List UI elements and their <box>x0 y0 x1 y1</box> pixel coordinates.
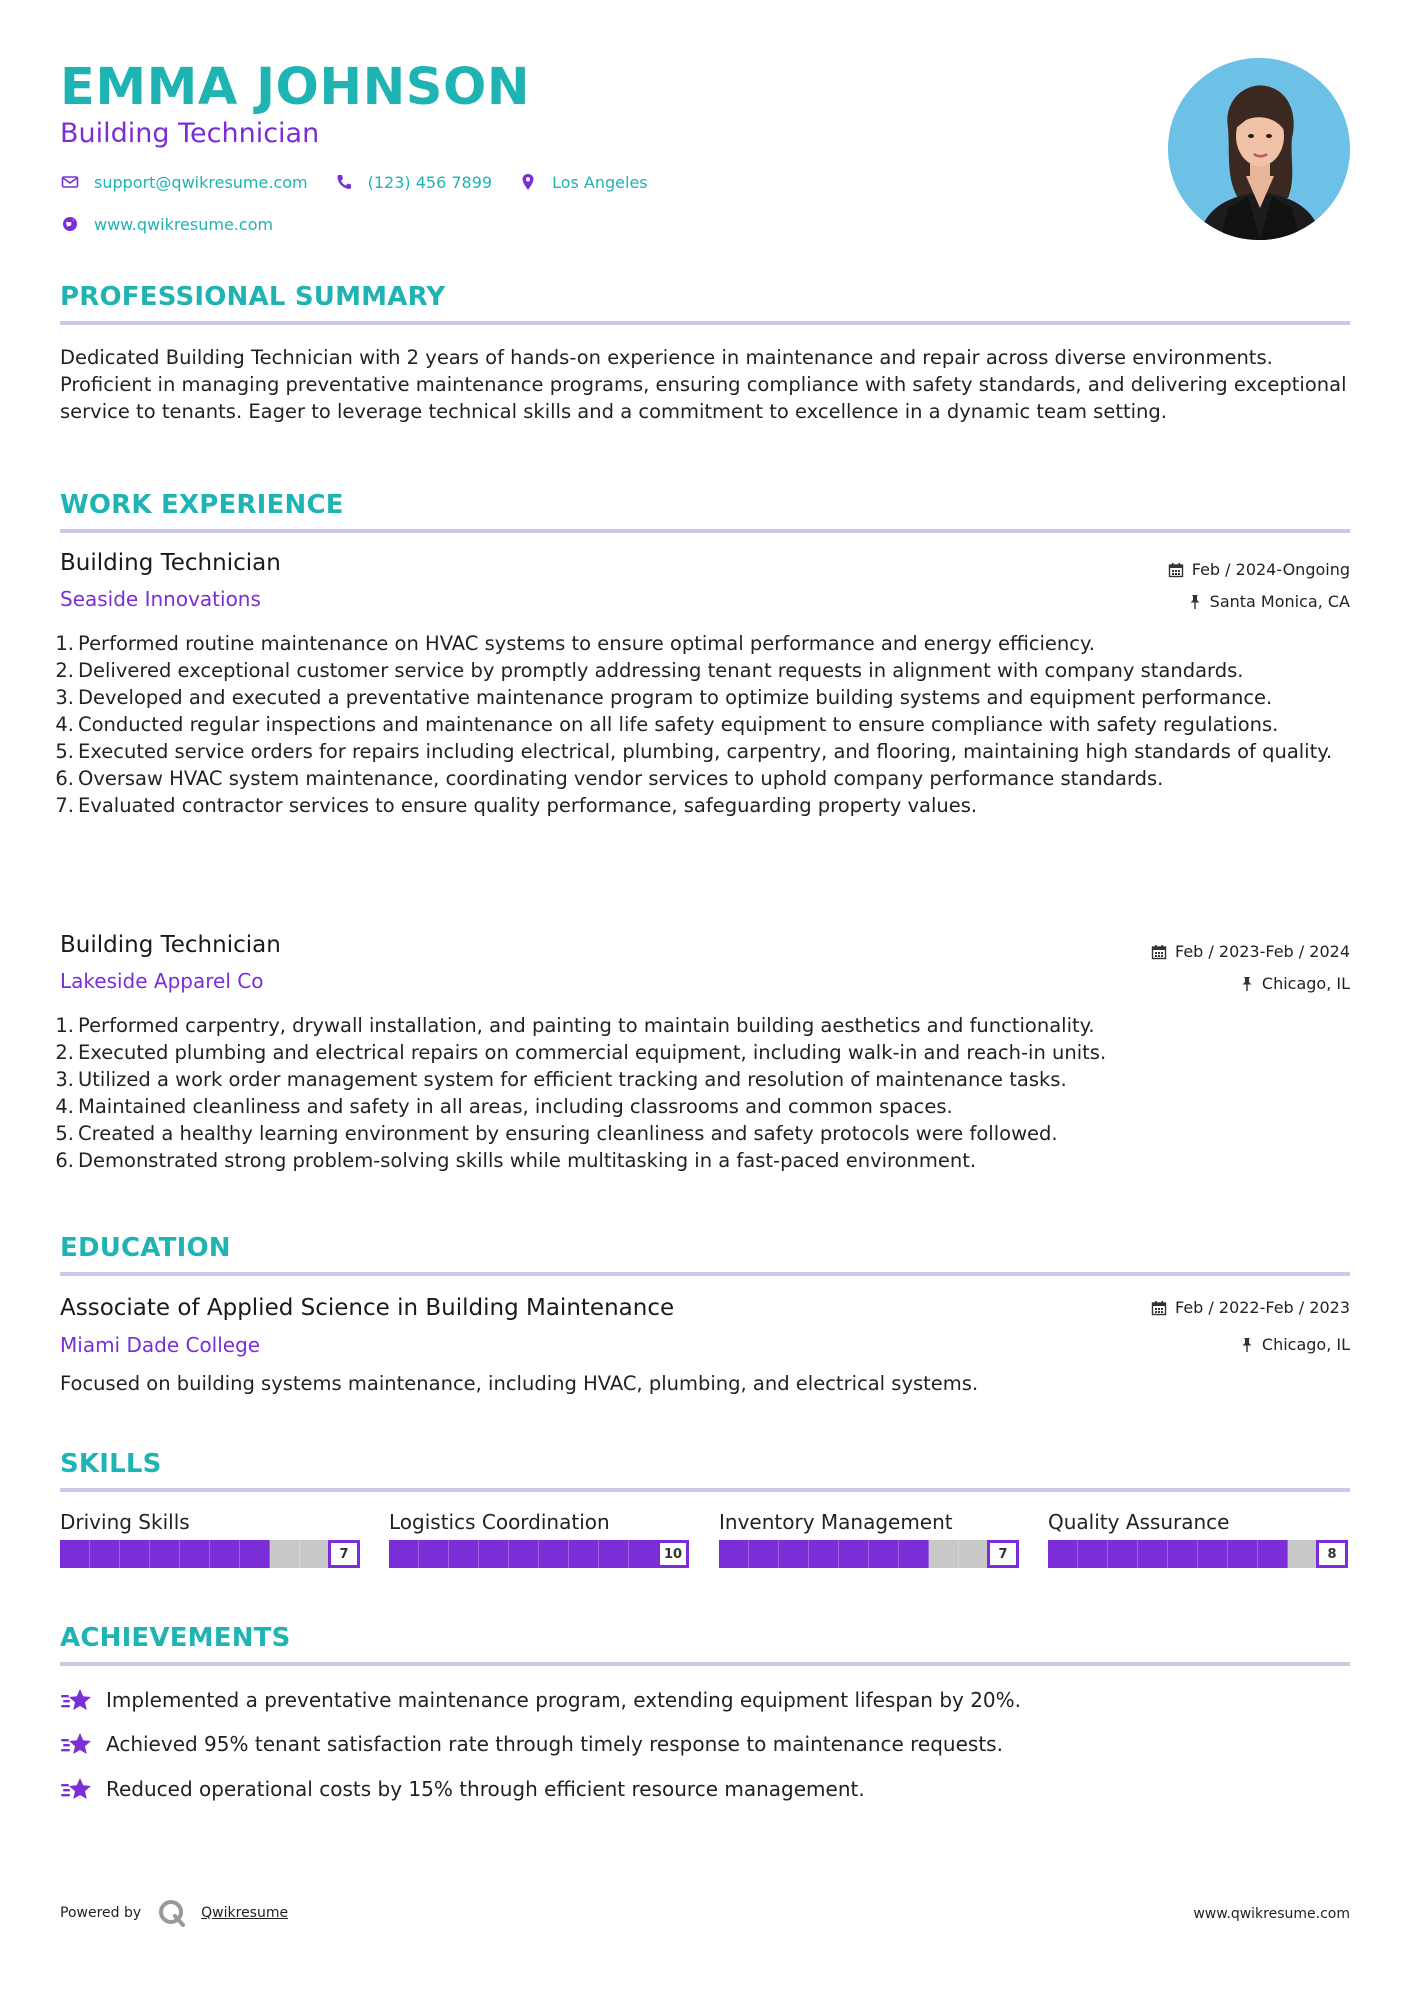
education-location-text: Chicago, IL <box>1261 1335 1350 1354</box>
list-item: 4. Maintained cleanliness and safety in all areas, including classrooms and common spaces. <box>55 1095 953 1118</box>
calendar-icon <box>1168 562 1184 578</box>
achievement-text: Implemented a preventative maintenance program, extending equipment lifespan by 20%. <box>106 1688 1022 1712</box>
job-dates <box>1168 560 1350 579</box>
candidate-name: EMMA JOHNSON <box>60 58 531 117</box>
list-item: 4. Conducted regular inspections and maintenance on all life safety equipment to ensure compliance with safety regulations. <box>55 713 1279 736</box>
pushpin-icon <box>1240 976 1254 992</box>
job-location <box>1240 974 1350 993</box>
school-name: Miami Dade College <box>60 1333 261 1357</box>
contact-location: Los Angeles <box>552 172 648 192</box>
skill-segment <box>509 1540 539 1568</box>
section-divider <box>60 1662 1350 1666</box>
skill-segment <box>389 1540 419 1568</box>
achievement-item <box>60 1775 865 1803</box>
contact-phone[interactable]: (123) 456 7899 <box>367 172 493 192</box>
education-location <box>1240 1335 1350 1354</box>
achievement-text: Achieved 95% tenant satisfaction rate through timely response to maintenance requests. <box>106 1732 1003 1756</box>
job-location-text: Santa Monica, CA <box>1209 592 1350 611</box>
company-name: Seaside Innovations <box>60 587 261 611</box>
skill-segment <box>1288 1540 1318 1568</box>
skill-segment <box>899 1540 929 1568</box>
skill-segment <box>569 1540 599 1568</box>
contact-email[interactable]: support@qwikresume.com <box>94 172 308 192</box>
pushpin-icon <box>1188 594 1202 610</box>
section-title-education: EDUCATION <box>60 1233 231 1263</box>
skill-segment <box>449 1540 479 1568</box>
pushpin-icon <box>1240 1337 1254 1353</box>
education-dates-text: Feb / 2022-Feb / 2023 <box>1175 1298 1350 1317</box>
company-name: Lakeside Apparel Co <box>60 969 264 993</box>
skill-segment <box>719 1540 749 1568</box>
globe-icon <box>60 214 80 234</box>
shooting-star-icon <box>60 1686 94 1714</box>
skill-segment <box>90 1540 120 1568</box>
skill-segment <box>779 1540 809 1568</box>
skill-segment <box>539 1540 569 1568</box>
skill-segment <box>120 1540 150 1568</box>
skill-bar <box>389 1540 689 1568</box>
skill-level-badge: 7 <box>328 1540 360 1568</box>
section-title-summary: PROFESSIONAL SUMMARY <box>60 282 446 312</box>
achievement-item <box>60 1686 1021 1714</box>
skill-segment <box>1198 1540 1228 1568</box>
list-item: 1. Performed routine maintenance on HVAC systems to ensure optimal performance and energy efficiency. <box>55 632 1095 655</box>
skill-segment <box>1168 1540 1198 1568</box>
list-item: 2. Delivered exceptional customer service by promptly addressing tenant requests in alignment with company standards. <box>55 659 1244 682</box>
powered-by-label: Powered by <box>60 1905 142 1921</box>
skill-segment <box>210 1540 240 1568</box>
footer-powered-by <box>60 1898 288 1928</box>
skill-segment <box>809 1540 839 1568</box>
skill-item <box>1048 1510 1348 1568</box>
qwikresume-logo-icon <box>157 1898 187 1928</box>
skill-segment <box>929 1540 959 1568</box>
job-title: Building Technician <box>60 550 281 576</box>
job-dates-text: Feb / 2024-Ongoing <box>1191 560 1350 579</box>
skill-segment <box>479 1540 509 1568</box>
skill-segment <box>300 1540 330 1568</box>
profile-photo <box>1168 58 1350 240</box>
list-item: 1. Performed carpentry, drywall installation, and painting to maintain building aesthetics and functionality. <box>55 1014 1095 1037</box>
skill-item <box>389 1510 689 1568</box>
skill-segment <box>1138 1540 1168 1568</box>
contact-row <box>60 172 648 192</box>
footer-website[interactable]: www.qwikresume.com <box>1193 1906 1350 1922</box>
skill-segment <box>839 1540 869 1568</box>
list-item: 5. Created a healthy learning environment by ensuring cleanliness and safety protocols were followed. <box>55 1122 1058 1145</box>
achievement-item <box>60 1730 1003 1758</box>
candidate-role: Building Technician <box>60 118 320 149</box>
skill-segment <box>599 1540 629 1568</box>
job-location-text: Chicago, IL <box>1261 974 1350 993</box>
skill-item <box>60 1510 360 1568</box>
section-divider <box>60 529 1350 533</box>
section-divider <box>60 1488 1350 1492</box>
list-item: 6. Demonstrated strong problem-solving skills while multitasking in a fast-paced environment. <box>55 1149 977 1172</box>
shooting-star-icon <box>60 1775 94 1803</box>
skill-level-badge: 8 <box>1316 1540 1348 1568</box>
skill-level-badge: 10 <box>657 1540 689 1568</box>
skill-segment <box>60 1540 90 1568</box>
skill-segment <box>1228 1540 1258 1568</box>
skill-item <box>719 1510 1019 1568</box>
job-bullets <box>52 630 1352 819</box>
education-dates <box>1151 1298 1350 1317</box>
portrait-image <box>1168 58 1350 240</box>
list-item: 3. Utilized a work order management system for efficient tracking and resolution of maintenance tasks. <box>55 1068 1067 1091</box>
skill-level-badge: 7 <box>987 1540 1019 1568</box>
list-item: 5. Executed service orders for repairs including electrical, plumbing, carpentry, and flooring, maintaining high standards of quality. <box>55 740 1333 763</box>
skill-name: Inventory Management <box>719 1510 953 1534</box>
skill-segment <box>959 1540 989 1568</box>
skill-name: Driving Skills <box>60 1510 190 1534</box>
skill-segment <box>419 1540 449 1568</box>
contact-website[interactable]: www.qwikresume.com <box>94 214 274 234</box>
envelope-icon <box>60 172 80 192</box>
list-item: 6. Oversaw HVAC system maintenance, coordinating vendor services to uphold company performance standards. <box>55 767 1164 790</box>
section-divider <box>60 321 1350 325</box>
calendar-icon <box>1151 944 1167 960</box>
skill-bar <box>1048 1540 1348 1568</box>
skill-segment <box>1078 1540 1108 1568</box>
section-title-achievements: ACHIEVEMENTS <box>60 1623 291 1653</box>
list-item: 7. Evaluated contractor services to ensure quality performance, safeguarding property values. <box>55 794 978 817</box>
section-title-skills: SKILLS <box>60 1449 162 1479</box>
skill-segment <box>629 1540 659 1568</box>
skill-segment <box>180 1540 210 1568</box>
section-divider <box>60 1272 1350 1276</box>
list-item: 3. Developed and executed a preventative maintenance program to optimize building systems and equipment performance. <box>55 686 1273 709</box>
skill-name: Logistics Coordination <box>389 1510 610 1534</box>
skill-segment <box>1108 1540 1138 1568</box>
job-dates-text: Feb / 2023-Feb / 2024 <box>1175 942 1350 961</box>
section-title-experience: WORK EXPERIENCE <box>60 490 344 520</box>
skill-segment <box>240 1540 270 1568</box>
skill-segment <box>1048 1540 1078 1568</box>
job-dates <box>1151 942 1350 961</box>
skill-segment <box>150 1540 180 1568</box>
job-title: Building Technician <box>60 932 281 958</box>
skill-segment <box>869 1540 899 1568</box>
skill-segment <box>1258 1540 1288 1568</box>
job-location <box>1188 592 1350 611</box>
website-row <box>60 214 273 234</box>
calendar-icon <box>1151 1300 1167 1316</box>
skill-name: Quality Assurance <box>1048 1510 1230 1534</box>
skill-segment <box>270 1540 300 1568</box>
brand-link[interactable]: Qwikresume <box>201 1905 289 1921</box>
job-bullets <box>52 1012 1352 1174</box>
map-pin-icon <box>518 172 538 192</box>
phone-icon <box>334 172 354 192</box>
list-item: 2. Executed plumbing and electrical repairs on commercial equipment, including walk-in and reach-in units. <box>55 1041 1107 1064</box>
summary-text: Dedicated Building Technician with 2 years of hands-on experience in maintenance and repair across diverse environments. Proficient in managing preventative maintenance programs, ensuring compliance with safety standards, and delivering exceptional service to tenants. Eager to leverage technical skills and a commitment to excellence in a dynamic team setting. <box>60 346 1347 423</box>
shooting-star-icon <box>60 1730 94 1758</box>
skill-bar <box>60 1540 360 1568</box>
skill-bar <box>719 1540 1019 1568</box>
achievement-text: Reduced operational costs by 15% through efficient resource management. <box>106 1777 865 1801</box>
degree-title: Associate of Applied Science in Building Maintenance <box>60 1295 675 1321</box>
education-description: Focused on building systems maintenance, including HVAC, plumbing, and electrical systems. <box>60 1372 979 1395</box>
skill-segment <box>749 1540 779 1568</box>
